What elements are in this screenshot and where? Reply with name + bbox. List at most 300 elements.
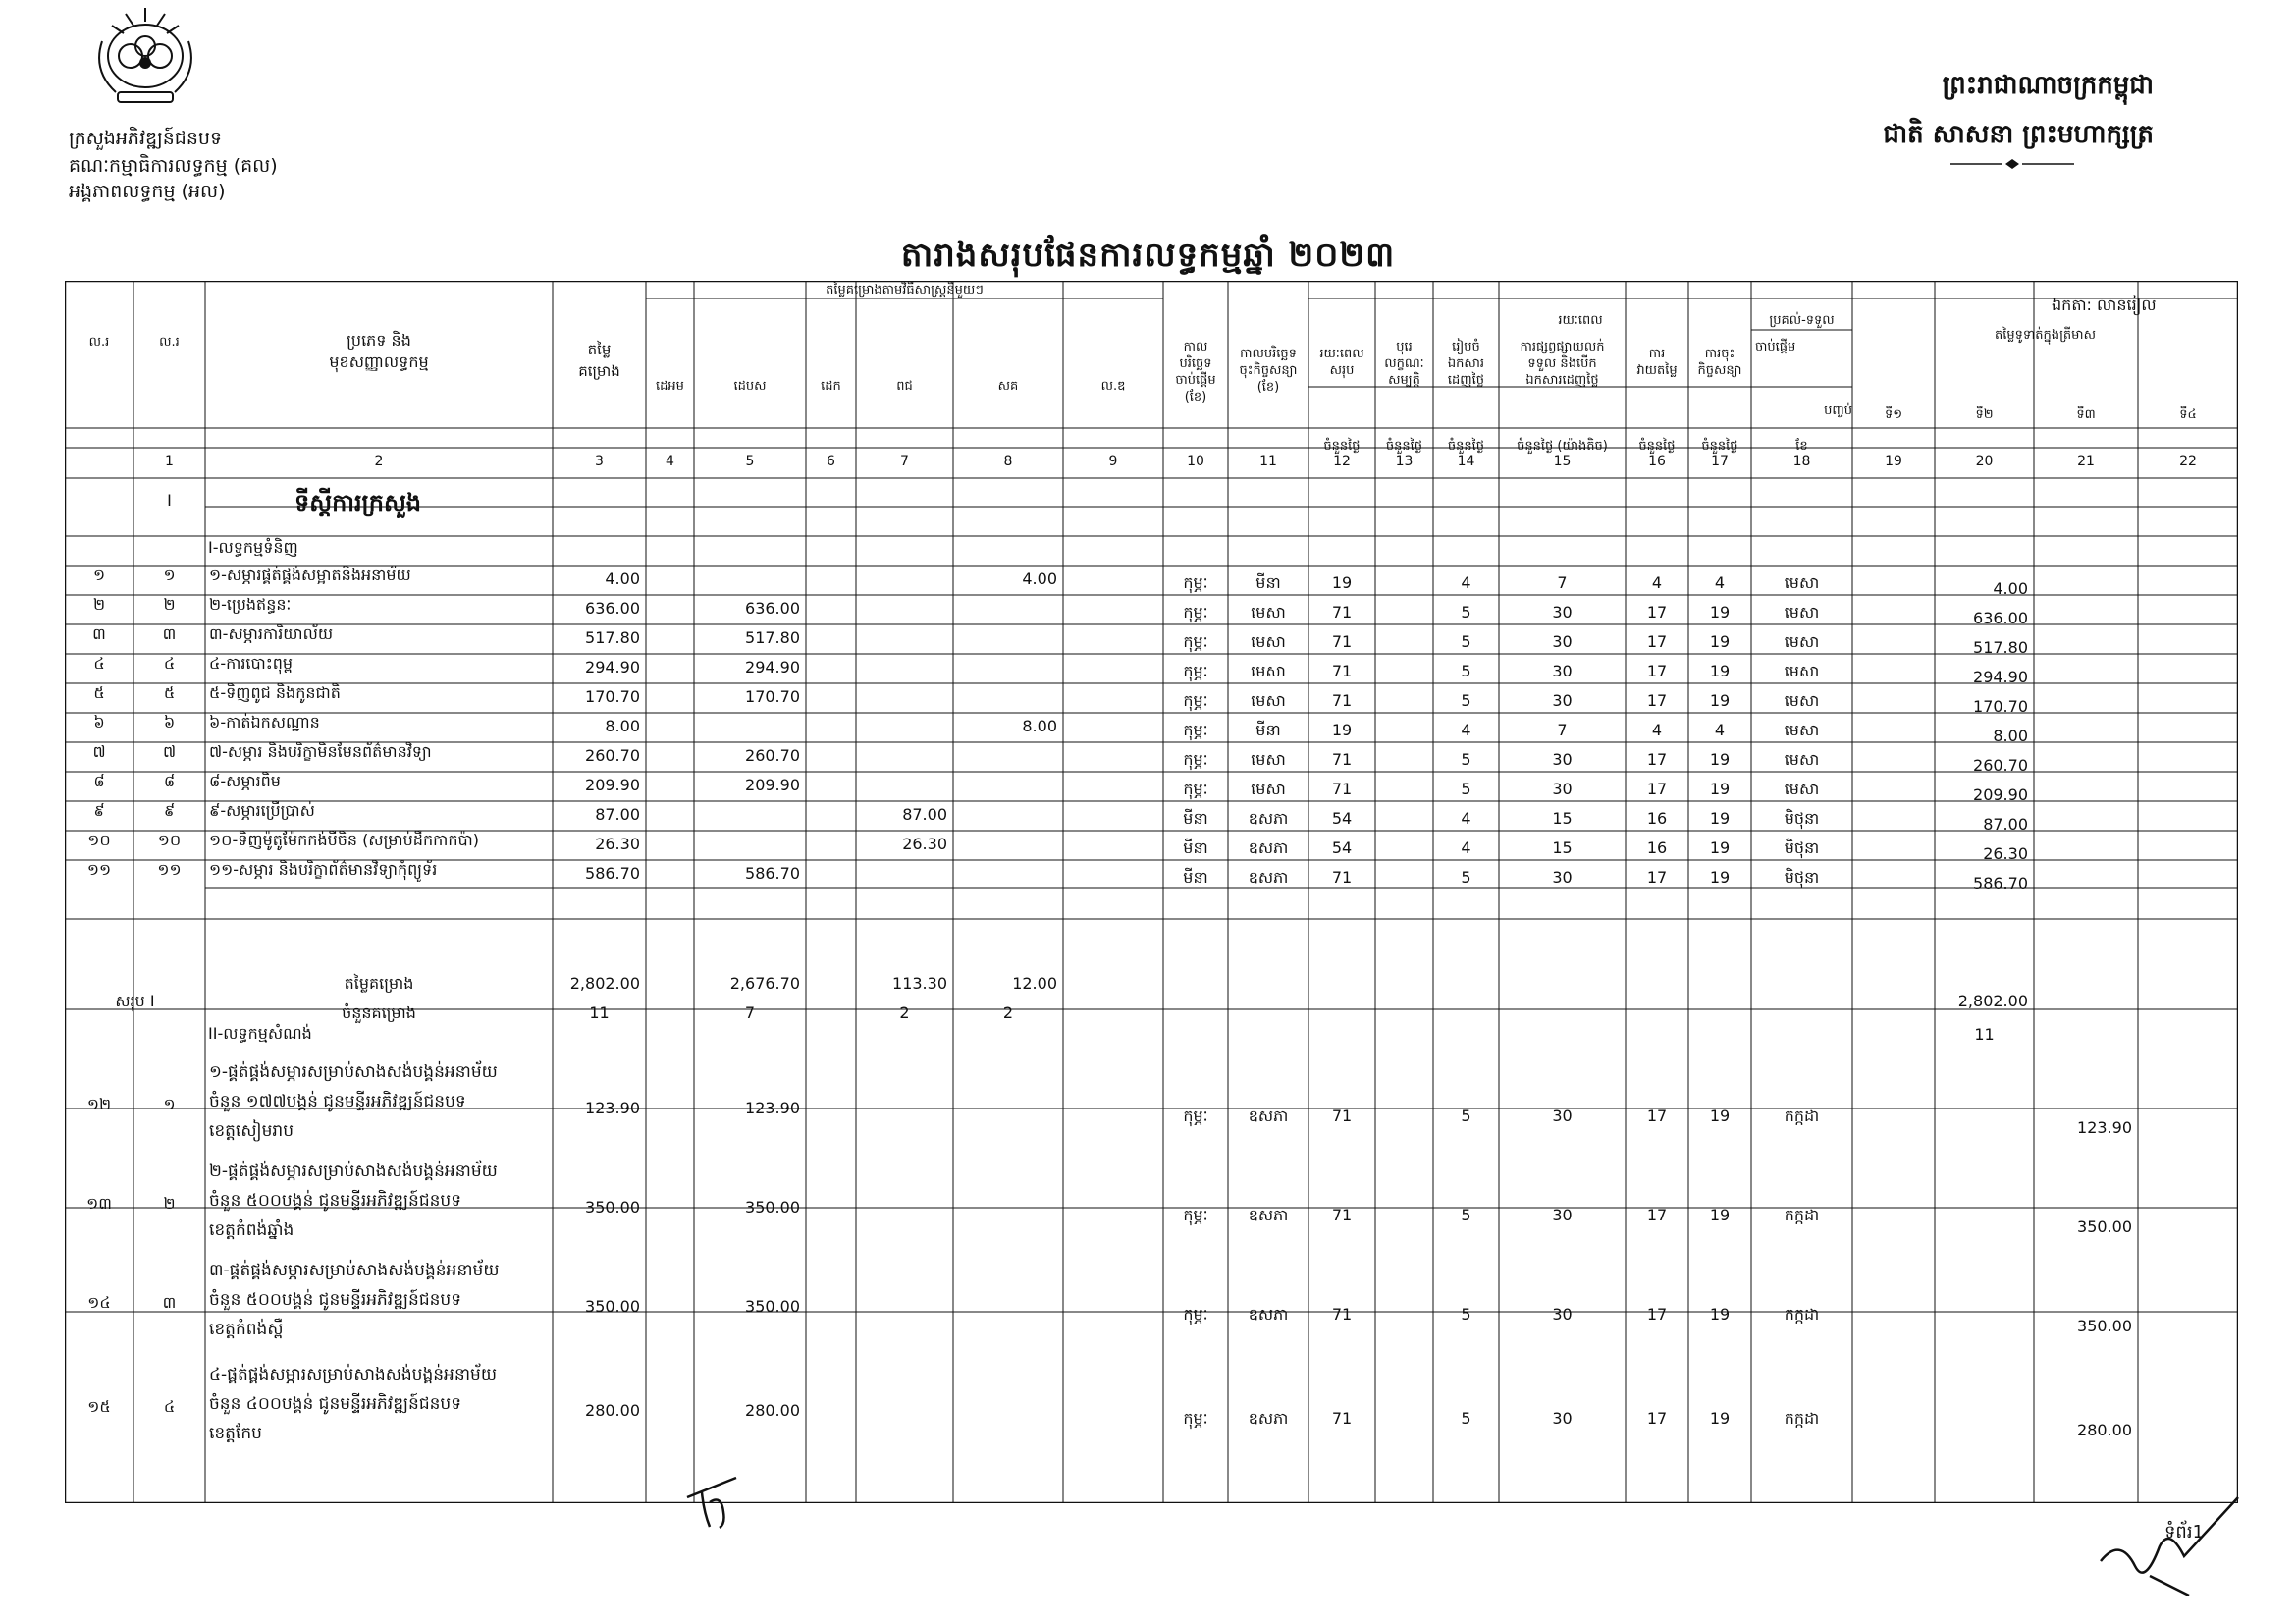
- row-bid-open: 30: [1552, 868, 1573, 887]
- row-evaluation: 17: [1646, 868, 1668, 887]
- row-price: 123.90: [585, 1099, 640, 1117]
- col-description: ប្រភេទ និង មុខសញ្ញាលទ្ធកម្ម: [329, 331, 429, 371]
- row-price: 517.80: [585, 628, 640, 647]
- col-method-4: ដេអម: [656, 379, 684, 394]
- row-bid-open: 15: [1552, 839, 1573, 857]
- col-signing: ការចុះ កិច្ចសន្យា: [1697, 347, 1742, 378]
- column-number: 19: [1885, 454, 1902, 469]
- row-method-5: 350.00: [745, 1297, 800, 1316]
- row-signing: 19: [1709, 868, 1731, 887]
- row-total-days: 71: [1331, 750, 1353, 769]
- row-q2-cost: 586.70: [1973, 874, 2028, 893]
- subsection-works: II-លទ្ធកម្មសំណង់: [208, 1024, 312, 1043]
- row-start-month: កុម្ភៈ: [1183, 662, 1208, 680]
- row-signing: 19: [1709, 691, 1731, 710]
- row-contract-month: មីនា: [1255, 721, 1281, 739]
- row-price: 294.90: [585, 658, 640, 676]
- ministry-emblem: [86, 2, 204, 112]
- row-bid-open: 30: [1552, 1107, 1573, 1125]
- row-method-5: 636.00: [745, 599, 800, 618]
- row-evaluation: 17: [1646, 1107, 1668, 1125]
- row-start-month: កុម្ភៈ: [1183, 603, 1208, 622]
- row-contract-month: ឧសភា: [1248, 809, 1289, 828]
- row-contract-month: មេសា: [1251, 780, 1286, 798]
- row-bid-prep: 5: [1461, 632, 1471, 651]
- row-bid-prep: 5: [1461, 868, 1471, 887]
- row-total-days: 54: [1331, 839, 1353, 857]
- row-contract-month: មេសា: [1251, 691, 1286, 710]
- row-description-line3: ខេត្តកំពង់ឆ្នាំង: [209, 1220, 294, 1240]
- column-number: 9: [1108, 454, 1118, 469]
- row-number: ២: [92, 595, 106, 614]
- column-number: 3: [595, 454, 604, 469]
- row-description: ៣-សម្ភារការិយាល័យ: [209, 624, 334, 643]
- row-delivery: កក្កដា: [1784, 1206, 1820, 1224]
- row-start-month: កុម្ភៈ: [1183, 691, 1208, 710]
- row-group-number: ១០: [157, 831, 182, 849]
- column-number: 2: [374, 454, 384, 469]
- row-group-number: ៤: [163, 654, 176, 673]
- row-description: ៦-កាត់ឯកសណ្ឋាន: [209, 713, 320, 731]
- row-contract-month: ឧសភា: [1248, 868, 1289, 887]
- row-start-month: កុម្ភៈ: [1183, 1409, 1208, 1428]
- col-group-delivery: ប្រគល់-ទទួល: [1769, 313, 1835, 328]
- row-bid-open: 30: [1552, 1409, 1573, 1428]
- row-description-line1: ១-ផ្គត់ផ្គង់សម្ភារសម្រាប់សាងសង់បង្គន់អនាម័យ: [209, 1062, 498, 1082]
- row-method-5: 123.90: [745, 1099, 800, 1117]
- column-number: 21: [2077, 454, 2095, 469]
- unit-days: ចំនួនថ្ងៃ: [1638, 439, 1676, 454]
- row-delivery: មេសា: [1784, 603, 1820, 622]
- row-start-month: កុម្ភៈ: [1183, 780, 1208, 798]
- row-evaluation: 4: [1651, 573, 1663, 592]
- column-number: 22: [2179, 454, 2197, 469]
- summary-count-7: 2: [899, 1003, 910, 1022]
- row-method-5: 280.00: [745, 1401, 800, 1420]
- row-contract-month: មេសា: [1251, 750, 1286, 769]
- row-number: ១២: [86, 1095, 112, 1113]
- motto-divider: [1949, 157, 2076, 171]
- row-number: ១៤: [87, 1293, 111, 1312]
- col-q3: ទី៣: [2076, 407, 2096, 422]
- row-contract-month: ឧសភា: [1248, 839, 1289, 857]
- col-method-9: ល.ឌ: [1100, 379, 1126, 394]
- row-start-month: កុម្ភៈ: [1183, 721, 1208, 739]
- row-total-days: 71: [1331, 691, 1353, 710]
- row-method-7: 26.30: [902, 835, 947, 853]
- column-number: 5: [745, 454, 755, 469]
- row-evaluation: 4: [1651, 721, 1663, 739]
- row-description: ៤-ការបោះពុម្ព: [209, 654, 294, 673]
- row-number: ១០: [87, 831, 111, 849]
- row-description-line2: ចំនួន ១៧៧បង្គន់ ជូនមន្ទីរអភិវឌ្ឍន៍ជនបទ: [209, 1092, 466, 1111]
- row-group-number: ៧: [162, 742, 177, 761]
- summary-q2-cost: 2,802.00: [1957, 992, 2028, 1010]
- unit-days: ចំនួនថ្ងៃ: [1323, 439, 1361, 454]
- row-group-number: ៤: [163, 1397, 176, 1416]
- row-bid-prep: 5: [1461, 750, 1471, 769]
- row-total-days: 71: [1331, 662, 1353, 680]
- row-bid-prep: 5: [1461, 662, 1471, 680]
- col-group-period: រយៈពេល: [1558, 313, 1603, 328]
- row-group-number: ៥: [163, 683, 176, 702]
- row-contract-month: មេសា: [1251, 662, 1286, 680]
- summary-method-5: 2,676.70: [729, 974, 800, 993]
- row-start-month: កុម្ភៈ: [1183, 750, 1208, 769]
- col-method-7: ពជ: [896, 379, 913, 394]
- row-method-7: 87.00: [902, 805, 947, 824]
- row-evaluation: 17: [1646, 750, 1668, 769]
- col-method-5: ដេបស: [733, 379, 767, 394]
- summary-label: សរុប I: [115, 992, 155, 1010]
- row-delivery: កក្កដា: [1784, 1107, 1820, 1125]
- row-price: 209.90: [585, 776, 640, 794]
- row-total-days: 19: [1331, 573, 1353, 592]
- row-q3-cost: 280.00: [2077, 1421, 2132, 1439]
- col-group-funding: តម្លៃគម្រោងតាមវិធីសាស្ត្រនីមួយៗ: [826, 283, 984, 298]
- row-start-month: កុម្ភៈ: [1183, 632, 1208, 651]
- row-price: 170.70: [585, 687, 640, 706]
- row-delivery: មេសា: [1784, 750, 1820, 769]
- row-bid-prep: 4: [1461, 721, 1471, 739]
- column-number: 8: [1003, 454, 1013, 469]
- column-number: 10: [1187, 454, 1204, 469]
- col-group-cost: តម្លៃទូទាត់ក្នុងត្រីមាស: [1995, 328, 2096, 343]
- row-method-5: 294.90: [745, 658, 800, 676]
- row-group-number: ៦: [163, 713, 176, 731]
- row-group-number: ២: [163, 595, 176, 614]
- row-description-line2: ចំនួន ៤០០បង្គន់ ជូនមន្ទីរអភិវឌ្ឍន៍ជនបទ: [209, 1394, 462, 1414]
- row-price: 8.00: [605, 717, 640, 735]
- row-total-days: 71: [1331, 868, 1353, 887]
- row-evaluation: 17: [1646, 1206, 1668, 1224]
- column-number: 6: [827, 454, 835, 469]
- committee-name: គណៈកម្មាធិការលទ្ធកម្ម (គល): [69, 155, 278, 177]
- subsection-goods: I-លទ្ធកម្មទំនិញ: [208, 538, 298, 557]
- row-delivery: កក្កដា: [1784, 1305, 1820, 1324]
- row-q2-cost: 4.00: [1993, 579, 2028, 598]
- row-description-line3: ខេត្តកែប: [209, 1424, 262, 1443]
- column-number: 17: [1711, 454, 1729, 469]
- row-contract-month: ឧសភា: [1248, 1305, 1289, 1324]
- column-number: 20: [1975, 454, 1994, 469]
- row-total-days: 71: [1331, 1409, 1353, 1428]
- row-group-number: ១: [163, 566, 176, 584]
- row-q2-cost: 260.70: [1973, 756, 2028, 775]
- row-contract-month: ឧសភា: [1248, 1409, 1289, 1428]
- row-description: ១០-ទិញម៉ូតូម៉ែកកង់បីចិន (សម្រាប់ដឹកកាកប៉ា): [209, 831, 479, 849]
- kingdom-title: ព្រះរាជាណាចក្រកម្ពុជា: [1942, 71, 2154, 100]
- summary-count-label: ចំនួនគម្រោង: [342, 1003, 416, 1022]
- row-q2-cost: 294.90: [1973, 668, 2028, 686]
- ministry-name: ក្រសួងអភិវឌ្ឍន៍ជនបទ: [69, 128, 223, 149]
- row-q2-cost: 517.80: [1973, 638, 2028, 657]
- unit-days: ចំនួនថ្ងៃ: [1385, 439, 1423, 454]
- document-title: តារាងសរុបផែនការលទ្ធកម្មឆ្នាំ ២០២៣: [900, 236, 1396, 275]
- row-description-line2: ចំនួន ៥០០បង្គន់ ជូនមន្ទីរអភិវឌ្ឍន៍ជនបទ: [209, 1191, 462, 1211]
- col-no-group: ល.រ: [159, 335, 180, 350]
- row-delivery: មេសា: [1784, 721, 1820, 739]
- row-description: ៧-សម្ភារ និងបរិក្ខាមិនមែនព័ត៌មានវិទ្យា: [209, 742, 432, 761]
- row-total-days: 71: [1331, 1107, 1353, 1125]
- column-number: 7: [900, 454, 909, 469]
- row-start-month: មីនា: [1183, 868, 1208, 887]
- col-delivery-end: បញ្ចប់: [1824, 404, 1852, 418]
- row-evaluation: 17: [1646, 1409, 1668, 1428]
- row-description: ២-ប្រេងឥន្ធនៈ: [209, 595, 292, 614]
- row-number: ៦: [93, 713, 105, 731]
- row-price: 586.70: [585, 864, 640, 883]
- row-description: ១១-សម្ភារ និងបរិក្ខាព័ត៌មានវិទ្យាកុំព្យូទ័រ: [209, 860, 438, 879]
- row-bid-prep: 4: [1461, 839, 1471, 857]
- row-evaluation: 17: [1646, 632, 1668, 651]
- row-total-days: 71: [1331, 780, 1353, 798]
- row-signing: 19: [1709, 632, 1731, 651]
- unit-name: អង្គភាពលទ្ធកម្ម (អល): [69, 181, 226, 202]
- row-group-number: ៩: [163, 801, 176, 820]
- row-q2-cost: 636.00: [1973, 609, 2028, 627]
- row-total-days: 19: [1331, 721, 1353, 739]
- col-method-8: សគ: [997, 379, 1019, 394]
- row-bid-prep: 5: [1461, 691, 1471, 710]
- row-q2-cost: 8.00: [1993, 727, 2028, 745]
- summary-count: 11: [589, 1003, 610, 1022]
- row-signing: 19: [1709, 1107, 1731, 1125]
- row-delivery: មេសា: [1784, 780, 1820, 798]
- row-description-line1: ២-ផ្គត់ផ្គង់សម្ភារសម្រាប់សាងសង់បង្គន់អនាម័យ: [209, 1162, 498, 1181]
- row-description-line3: ខេត្តសៀមរាប: [209, 1121, 294, 1141]
- row-description-line3: ខេត្តកំពង់ស្ពឺ: [209, 1320, 284, 1339]
- col-bid-open: ការផ្សព្វផ្សាយលក់ ទទួល និងបើក ឯកសារដេញថ្លៃ: [1520, 340, 1605, 388]
- row-number: ៤: [93, 654, 105, 673]
- column-number: 4: [666, 454, 674, 469]
- column-number: 11: [1259, 454, 1277, 469]
- row-group-number: ៣: [162, 624, 177, 643]
- row-price: 350.00: [585, 1297, 640, 1316]
- section-title: ទីស្តីការក្រសួង: [294, 489, 422, 516]
- row-signing: 19: [1709, 750, 1731, 769]
- row-signing: 19: [1709, 809, 1731, 828]
- row-description: ៨-សម្ភារពិម: [209, 772, 281, 790]
- row-signing: 19: [1709, 1409, 1731, 1428]
- summary-method-8: 12.00: [1012, 974, 1057, 993]
- row-bid-open: 30: [1552, 662, 1573, 680]
- row-start-month: កុម្ភៈ: [1183, 1206, 1208, 1224]
- row-bid-prep: 5: [1461, 1409, 1471, 1428]
- row-start-month: កុម្ភៈ: [1183, 1107, 1208, 1125]
- row-bid-open: 15: [1552, 809, 1573, 828]
- row-signing: 19: [1709, 662, 1731, 680]
- row-bid-open: 30: [1552, 1305, 1573, 1324]
- row-bid-prep: 5: [1461, 1107, 1471, 1125]
- row-bid-open: 30: [1552, 750, 1573, 769]
- row-bid-open: 30: [1552, 780, 1573, 798]
- row-total-days: 54: [1331, 809, 1353, 828]
- row-group-number: ១១: [157, 860, 182, 879]
- row-bid-prep: 4: [1461, 573, 1471, 592]
- row-price: 280.00: [585, 1401, 640, 1420]
- row-q2-cost: 209.90: [1973, 785, 2028, 804]
- row-number: ១: [92, 566, 106, 584]
- column-number: 13: [1395, 454, 1414, 469]
- summary-count-5: 7: [744, 1003, 756, 1022]
- row-bid-prep: 5: [1461, 1305, 1471, 1324]
- row-group-number: ២: [163, 1194, 176, 1213]
- row-bid-open: 30: [1552, 603, 1573, 622]
- row-description-line1: ៤-ផ្គត់ផ្គង់សម្ភារសម្រាប់សាងសង់បង្គន់អនាម័យ: [209, 1365, 498, 1384]
- row-bid-prep: 4: [1461, 809, 1471, 828]
- row-start-month: មីនា: [1183, 839, 1208, 857]
- col-start-month: កាល បរិច្ឆេទ ចាប់ផ្តើម (ខែ): [1175, 340, 1216, 405]
- column-number: 15: [1553, 454, 1572, 469]
- row-delivery: មេសា: [1784, 662, 1820, 680]
- row-contract-month: ឧសភា: [1248, 1107, 1289, 1125]
- row-delivery: កក្កដា: [1784, 1409, 1820, 1428]
- row-method-8: 8.00: [1022, 717, 1057, 735]
- row-signing: 19: [1709, 603, 1731, 622]
- row-contract-month: មេសា: [1251, 603, 1286, 622]
- row-evaluation: 17: [1646, 603, 1668, 622]
- row-signing: 19: [1709, 1206, 1731, 1224]
- col-total-days: រយៈពេល សរុប: [1319, 347, 1364, 378]
- row-price: 260.70: [585, 746, 640, 765]
- col-delivery-start: ចាប់ផ្តើម: [1755, 340, 1796, 354]
- row-group-number: ៣: [162, 1293, 177, 1312]
- row-method-5: 209.90: [745, 776, 800, 794]
- row-price: 26.30: [595, 835, 640, 853]
- row-number: ៩: [93, 801, 105, 820]
- row-evaluation: 16: [1646, 809, 1668, 828]
- row-number: ១៣: [86, 1194, 112, 1213]
- row-q2-cost: 87.00: [1983, 815, 2028, 834]
- col-prequal: បុរេ លក្ខណៈ សម្បត្តិ: [1384, 340, 1424, 388]
- row-q2-cost: 26.30: [1983, 844, 2028, 863]
- row-signing: 4: [1714, 721, 1726, 739]
- unit-days: ចំនួនថ្ងៃ: [1447, 439, 1485, 454]
- row-total-days: 71: [1331, 603, 1353, 622]
- kingdom-motto: ជាតិ សាសនា ព្រះមហាក្សត្រ: [1883, 120, 2154, 149]
- row-number: ១១: [86, 860, 112, 879]
- summary-q2-count: 11: [1974, 1025, 1995, 1044]
- currency-unit: ឯកតា: លានរៀល: [2052, 296, 2157, 314]
- col-q1: ទី១: [1884, 407, 1903, 422]
- column-number: 1: [165, 454, 174, 469]
- row-evaluation: 17: [1646, 691, 1668, 710]
- row-delivery: មិថុនា: [1784, 868, 1820, 887]
- col-contract-month: កាលបរិច្ឆេទ ចុះកិច្ចសន្យា (ខែ): [1239, 347, 1298, 395]
- row-bid-open: 7: [1557, 721, 1568, 739]
- row-description: ៩-សម្ភារប្រើប្រាស់: [209, 801, 315, 820]
- summary-price: 2,802.00: [569, 974, 640, 993]
- row-method-5: 586.70: [745, 864, 800, 883]
- row-price: 636.00: [585, 599, 640, 618]
- row-description: ៥-ទិញពូជ និងកូនជាតិ: [209, 683, 341, 702]
- row-bid-prep: 5: [1461, 1206, 1471, 1224]
- row-price: 87.00: [595, 805, 640, 824]
- page-number: ទំព័រ1: [2164, 1522, 2205, 1542]
- row-total-days: 71: [1331, 632, 1353, 651]
- row-q2-cost: 170.70: [1973, 697, 2028, 716]
- row-contract-month: ឧសភា: [1248, 1206, 1289, 1224]
- unit-month: ខែ: [1795, 439, 1808, 454]
- summary-count-8: 2: [1002, 1003, 1014, 1022]
- row-method-5: 517.80: [745, 628, 800, 647]
- row-price: 4.00: [605, 569, 640, 588]
- col-method-6: ដេក: [821, 379, 841, 394]
- row-q3-cost: 350.00: [2077, 1317, 2132, 1335]
- row-bid-open: 7: [1557, 573, 1568, 592]
- row-start-month: មីនា: [1183, 809, 1208, 828]
- row-number: ១៥: [87, 1397, 111, 1416]
- row-q3-cost: 123.90: [2077, 1118, 2132, 1137]
- row-delivery: មេសា: [1784, 573, 1820, 592]
- summary-price-label: តម្លៃគម្រោង: [344, 974, 414, 993]
- unit-days: ចំនួនថ្ងៃ: [1701, 439, 1738, 454]
- row-evaluation: 17: [1646, 662, 1668, 680]
- row-delivery: មេសា: [1784, 691, 1820, 710]
- column-number: 18: [1792, 454, 1811, 469]
- row-total-days: 71: [1331, 1206, 1353, 1224]
- row-group-number: ១: [163, 1095, 176, 1113]
- row-number: ៧: [92, 742, 106, 761]
- col-project-price: តម្លៃ គម្រោង: [578, 341, 620, 380]
- row-start-month: កុម្ភៈ: [1183, 573, 1208, 592]
- row-method-5: 350.00: [745, 1198, 800, 1217]
- column-number: 14: [1457, 454, 1475, 469]
- row-delivery: មិថុនា: [1784, 839, 1820, 857]
- row-bid-open: 30: [1552, 632, 1573, 651]
- col-q4: ទី៤: [2179, 407, 2197, 422]
- column-number: 16: [1648, 454, 1666, 469]
- row-description-line2: ចំនួន ៥០០បង្គន់ ជូនមន្ទីរអភិវឌ្ឍន៍ជនបទ: [209, 1290, 462, 1310]
- row-bid-open: 30: [1552, 691, 1573, 710]
- col-q2: ទី២: [1975, 407, 1994, 422]
- row-contract-month: មីនា: [1255, 573, 1281, 592]
- row-method-5: 170.70: [745, 687, 800, 706]
- col-no-overall: ល.រ: [88, 335, 110, 350]
- column-number: 12: [1333, 454, 1351, 469]
- row-description-line1: ៣-ផ្គត់ផ្គង់សម្ភារសម្រាប់សាងសង់បង្គន់អនាម័យ: [209, 1261, 500, 1280]
- section-roman: I: [167, 491, 172, 510]
- col-bid-prep: រៀបចំ ឯកសារ ដេញថ្លៃ: [1447, 340, 1485, 388]
- row-signing: 19: [1709, 839, 1731, 857]
- row-method-8: 4.00: [1022, 569, 1057, 588]
- row-evaluation: 16: [1646, 839, 1668, 857]
- row-total-days: 71: [1331, 1305, 1353, 1324]
- row-signing: 4: [1714, 573, 1726, 592]
- row-contract-month: មេសា: [1251, 632, 1286, 651]
- row-number: ៥: [93, 683, 105, 702]
- row-description: ១-សម្ភារផ្គត់ផ្គង់សម្អាតនិងអនាម័យ: [209, 566, 411, 584]
- row-bid-prep: 5: [1461, 780, 1471, 798]
- row-number: ៣: [92, 624, 106, 643]
- row-evaluation: 17: [1646, 1305, 1668, 1324]
- row-price: 350.00: [585, 1198, 640, 1217]
- col-evaluation: ការ វាយតម្លៃ: [1636, 347, 1678, 378]
- row-delivery: មិថុនា: [1784, 809, 1820, 828]
- row-group-number: ៨: [163, 772, 176, 790]
- row-evaluation: 17: [1646, 780, 1668, 798]
- row-signing: 19: [1709, 780, 1731, 798]
- row-number: ៨: [93, 772, 105, 790]
- row-bid-prep: 5: [1461, 603, 1471, 622]
- row-bid-open: 30: [1552, 1206, 1573, 1224]
- summary-method-7: 113.30: [892, 974, 947, 993]
- row-q3-cost: 350.00: [2077, 1217, 2132, 1236]
- row-delivery: មេសា: [1784, 632, 1820, 651]
- row-start-month: កុម្ភៈ: [1183, 1305, 1208, 1324]
- row-signing: 19: [1709, 1305, 1731, 1324]
